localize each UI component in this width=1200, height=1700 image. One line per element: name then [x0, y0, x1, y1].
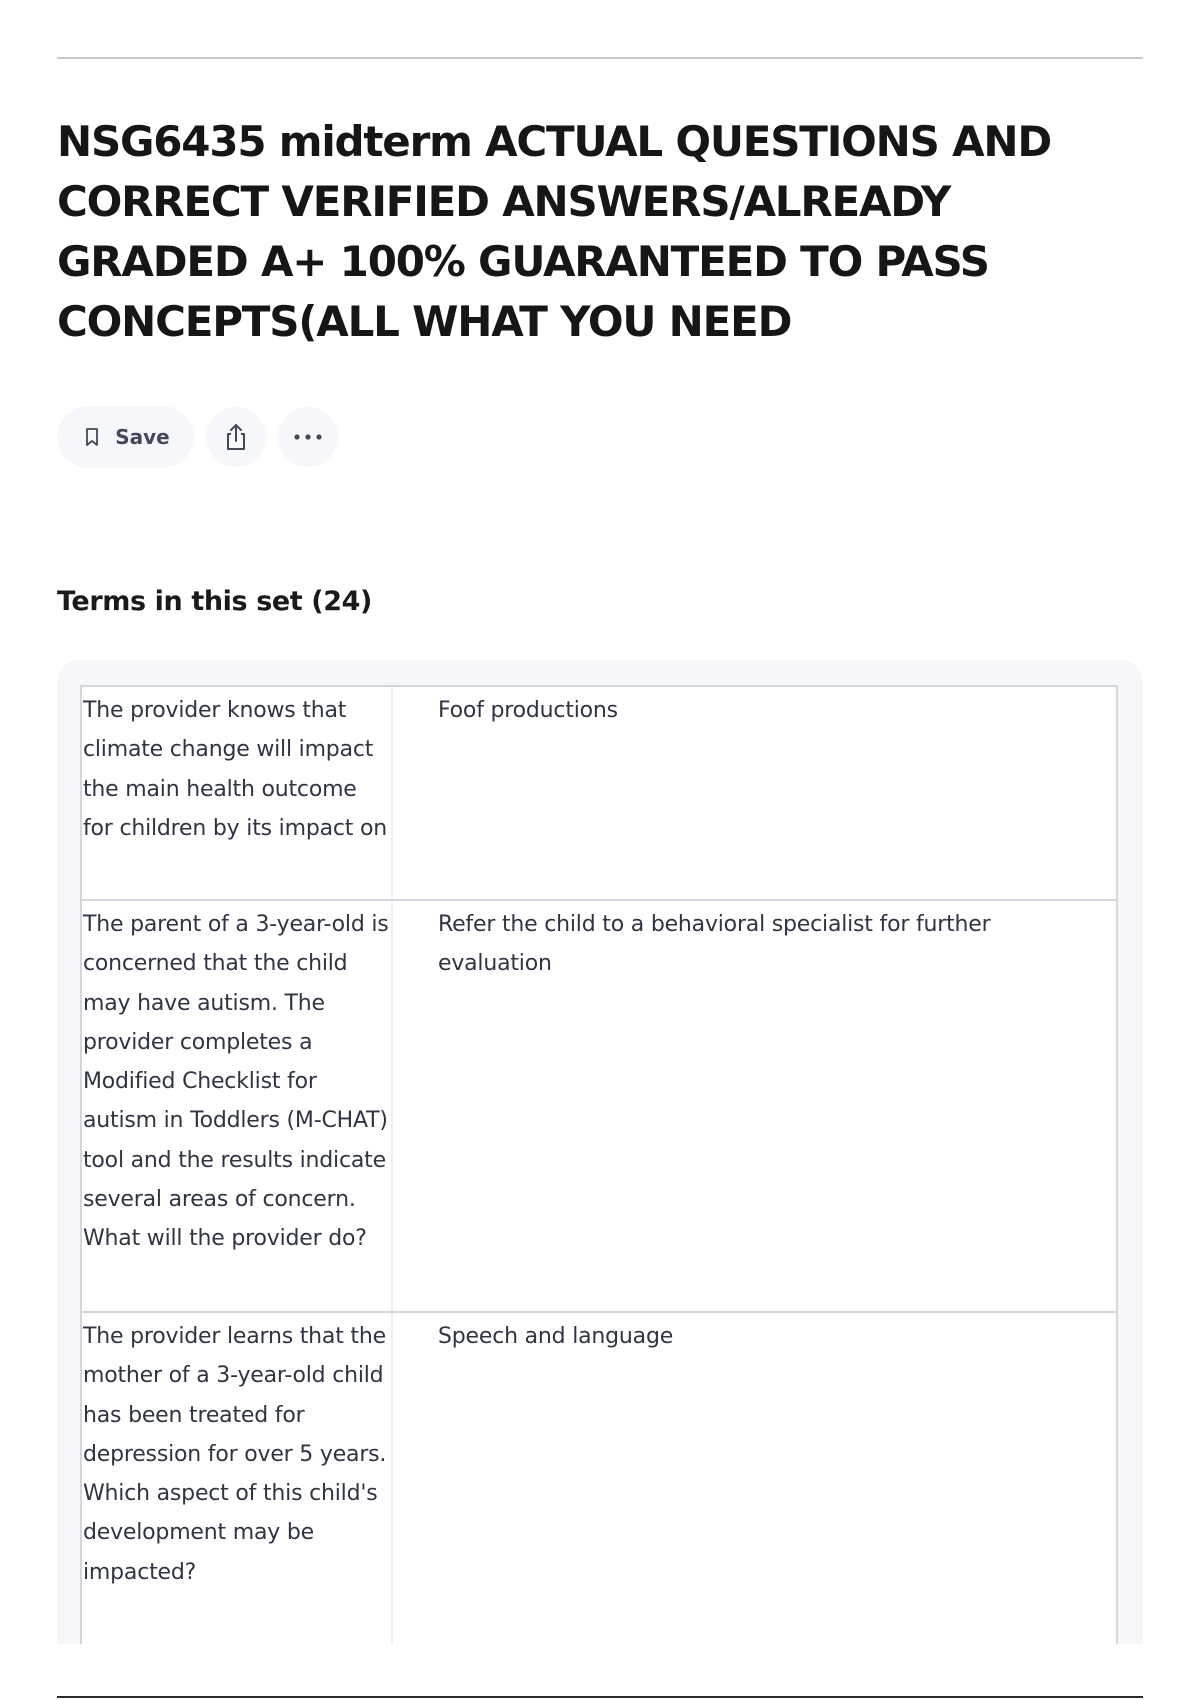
action-bar: [57, 406, 338, 468]
card-divider: [391, 687, 393, 899]
more-options-button[interactable]: [278, 407, 338, 467]
card-divider: [391, 1313, 393, 1644]
term-card[interactable]: [80, 685, 1118, 901]
top-divider: [57, 57, 1143, 59]
share-button[interactable]: [206, 407, 266, 467]
definition-text: Refer the child to a behavioral specialist for further evaluation: [438, 912, 991, 977]
terms-list: [57, 660, 1143, 1644]
page-title: NSG6435 midterm ACTUAL QUESTIONS AND CORRECT VERIFIED ANSWERS/ALREADY GRADED A+ 100% GUARANTEED TO PASS CONCEPTS(ALL WHAT YOU NEED: [57, 117, 1052, 346]
save-button[interactable]: [57, 406, 194, 468]
term-card[interactable]: [80, 899, 1118, 1313]
share-icon: [222, 422, 250, 452]
card-divider: [391, 901, 393, 1311]
term-text: The provider knows that climate change will impact the main health outcome for children by its impact on: [83, 698, 387, 841]
term-text: The provider learns that the mother of a 3-year-old child has been treated for depression for over 5 years. Which aspect of this child's development may be impacted?: [83, 1324, 387, 1585]
terms-heading: Terms in this set (24): [57, 586, 372, 617]
definition-text: Speech and language: [438, 1324, 674, 1349]
definition-text: Foof productions: [438, 698, 618, 723]
save-button-label: Save: [115, 425, 170, 449]
term-card[interactable]: [80, 1311, 1118, 1644]
more-horizontal-icon: [293, 433, 323, 441]
bottom-divider: [57, 1696, 1143, 1698]
bookmark-icon: [81, 426, 103, 448]
term-text: The parent of a 3-year-old is concerned that the child may have autism. The provider completes a Modified Checklist for autism in Toddlers (M-CHAT) tool and the results indicate several areas of concern. What will the provider do?: [83, 912, 389, 1252]
